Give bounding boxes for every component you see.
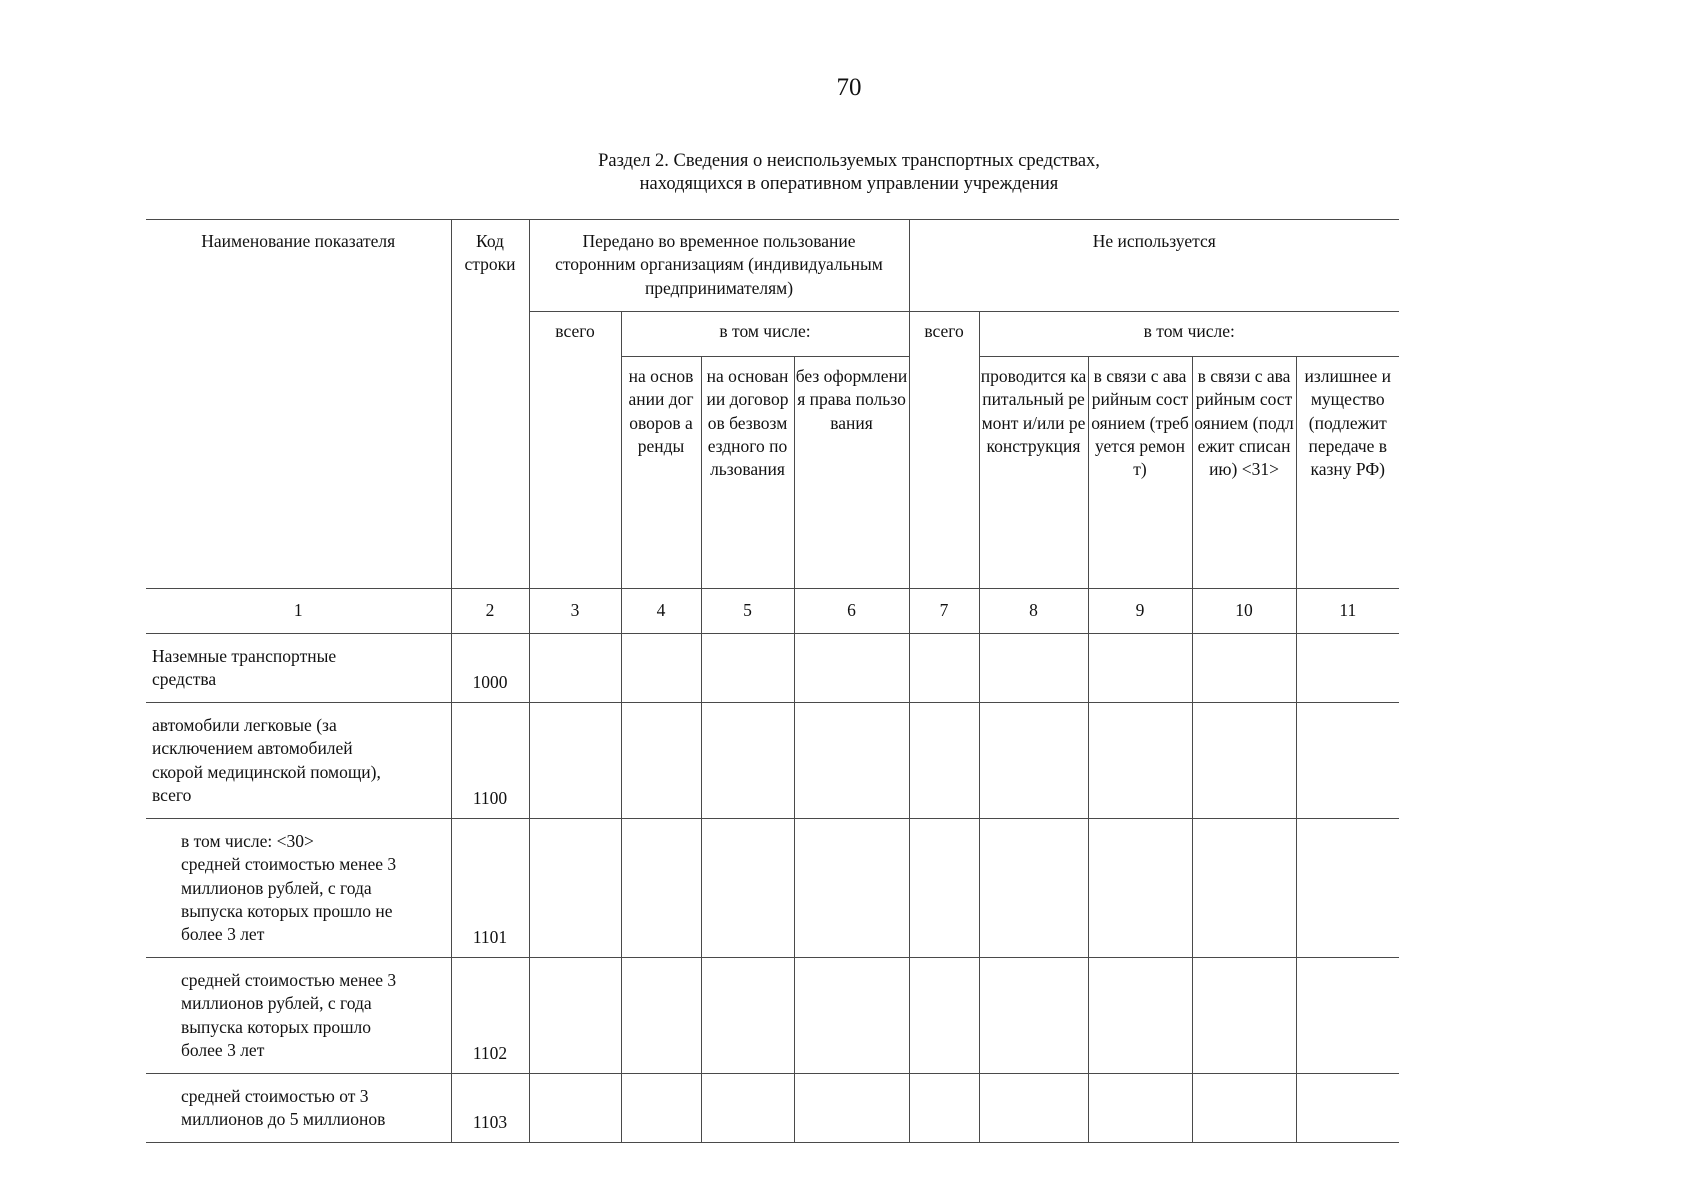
data-cell[interactable] (529, 703, 621, 819)
data-cell[interactable] (794, 819, 909, 958)
data-cell[interactable] (1088, 1074, 1192, 1143)
data-cell[interactable] (621, 703, 701, 819)
column-number-row (146, 589, 1399, 634)
data-cell[interactable] (979, 703, 1088, 819)
data-cell[interactable] (529, 1074, 621, 1143)
data-cell[interactable] (621, 634, 701, 703)
row-name (146, 634, 451, 703)
column-number: 8 (979, 589, 1088, 634)
row-name-line: в том числе: <30> (181, 831, 314, 851)
data-cell[interactable] (1192, 819, 1296, 958)
row-name (146, 1074, 451, 1143)
column-number: 10 (1192, 589, 1296, 634)
data-cell[interactable] (1192, 1074, 1296, 1143)
data-cell[interactable] (1296, 958, 1399, 1074)
column-number: 9 (1088, 589, 1192, 634)
data-cell[interactable] (701, 1074, 794, 1143)
data-cell[interactable] (794, 958, 909, 1074)
row-name-line: выпуска которых прошло не (181, 900, 393, 921)
header-emergency-repair: в связи с аварийным состоянием (требуется ремонт) (1088, 357, 1192, 589)
data-cell[interactable] (794, 703, 909, 819)
row-name (146, 958, 451, 1074)
row-name-line: исключением автомобилей (152, 738, 353, 759)
row-name-line: миллионов до 5 миллионов (181, 1109, 386, 1130)
header-transferred-including: в том числе: (621, 312, 909, 357)
row-name-line: всего (152, 784, 192, 805)
data-cell[interactable] (1088, 634, 1192, 703)
row-name-line: выпуска которых прошло (181, 1016, 372, 1037)
data-cell[interactable] (701, 634, 794, 703)
row-name-line: более 3 лет (181, 1039, 265, 1060)
data-cell[interactable] (529, 634, 621, 703)
data-cell[interactable] (1296, 634, 1399, 703)
row-name-line: миллионов рублей, с года (181, 877, 372, 898)
section-title-line-2: находящихся в оперативном управлении учреждения (639, 174, 1059, 194)
column-number: 6 (794, 589, 909, 634)
header-repair: проводится капитальный ремонт и/или реконструкция (979, 357, 1088, 589)
data-cell[interactable] (909, 703, 979, 819)
data-cell[interactable] (701, 703, 794, 819)
data-cell[interactable] (909, 819, 979, 958)
data-cell[interactable] (794, 1074, 909, 1143)
row-name-line: средней стоимостью от 3 (181, 1086, 369, 1106)
row-name-line: более 3 лет (181, 924, 265, 945)
table-row (146, 1074, 1399, 1143)
row-code: 1101 (451, 819, 529, 958)
header-lease: на основании договоров аренды (621, 357, 701, 589)
data-cell[interactable] (1296, 1074, 1399, 1143)
column-number: 1 (146, 589, 451, 634)
data-cell[interactable] (1296, 819, 1399, 958)
column-number: 2 (451, 589, 529, 634)
header-name: Наименование показателя (146, 220, 451, 589)
row-name-line: Наземные транспортные (152, 646, 337, 666)
data-cell[interactable] (621, 1074, 701, 1143)
data-cell[interactable] (1296, 703, 1399, 819)
row-code: 1100 (451, 703, 529, 819)
row-name-line: средней стоимостью менее 3 (181, 970, 397, 990)
data-cell[interactable] (1088, 703, 1192, 819)
row-name-line: скорой медицинской помощи), (152, 761, 381, 782)
data-cell[interactable] (909, 1074, 979, 1143)
column-number: 11 (1296, 589, 1399, 634)
header-transferred-total: всего (529, 312, 621, 589)
header-not-used-including: в том числе: (979, 312, 1399, 357)
data-cell[interactable] (1088, 958, 1192, 1074)
data-cell[interactable] (794, 634, 909, 703)
data-cell[interactable] (529, 958, 621, 1074)
page-number: 70 (836, 74, 862, 101)
row-name (146, 703, 451, 819)
header-emergency-writeoff: в связи с аварийным состоянием (подлежит списанию) <31> (1192, 357, 1296, 589)
data-cell[interactable] (909, 958, 979, 1074)
data-cell[interactable] (529, 819, 621, 958)
data-cell[interactable] (621, 958, 701, 1074)
section-title (0, 150, 1698, 196)
data-cell[interactable] (979, 1074, 1088, 1143)
column-number: 5 (701, 589, 794, 634)
data-cell[interactable] (1192, 634, 1296, 703)
row-name-line: автомобили легковые (за (152, 715, 337, 735)
header-not-used-total: всего (909, 312, 979, 589)
header-free-use: на основании договоров безвозмездного пользования (701, 357, 794, 589)
row-name-line: средства (152, 669, 217, 690)
data-cell[interactable] (979, 819, 1088, 958)
column-number: 3 (529, 589, 621, 634)
data-cell[interactable] (621, 819, 701, 958)
data-cell[interactable] (701, 819, 794, 958)
row-code: 1102 (451, 958, 529, 1074)
row-name-line: средней стоимостью менее 3 (181, 854, 397, 875)
data-cell[interactable] (1088, 819, 1192, 958)
header-transferred: Передано во временное пользование сторонним организациям (индивидуальным предпринимателям) (529, 220, 909, 312)
column-number: 4 (621, 589, 701, 634)
data-cell[interactable] (979, 634, 1088, 703)
header-code: Код строки (451, 220, 529, 589)
column-number: 7 (909, 589, 979, 634)
section-title-line-1: Раздел 2. Сведения о неиспользуемых транспортных средствах, (598, 151, 1100, 171)
header-no-rights: без оформления права пользования (794, 357, 909, 589)
row-code: 1000 (451, 634, 529, 703)
row-name (146, 819, 451, 958)
row-name-line: миллионов рублей, с года (181, 993, 372, 1014)
data-cell[interactable] (701, 958, 794, 1074)
table-row (146, 703, 1399, 819)
data-cell[interactable] (979, 958, 1088, 1074)
unused-vehicles-table (146, 219, 1399, 1143)
data-cell[interactable] (909, 634, 979, 703)
data-cell[interactable] (1192, 958, 1296, 1074)
table-row (146, 819, 1399, 958)
data-cell[interactable] (1192, 703, 1296, 819)
header-surplus: излишнее имущество (подлежит передаче в казну РФ) (1296, 357, 1399, 589)
header-not-used: Не используется (909, 220, 1399, 312)
row-code: 1103 (451, 1074, 529, 1143)
table-row (146, 958, 1399, 1074)
table-row (146, 634, 1399, 703)
